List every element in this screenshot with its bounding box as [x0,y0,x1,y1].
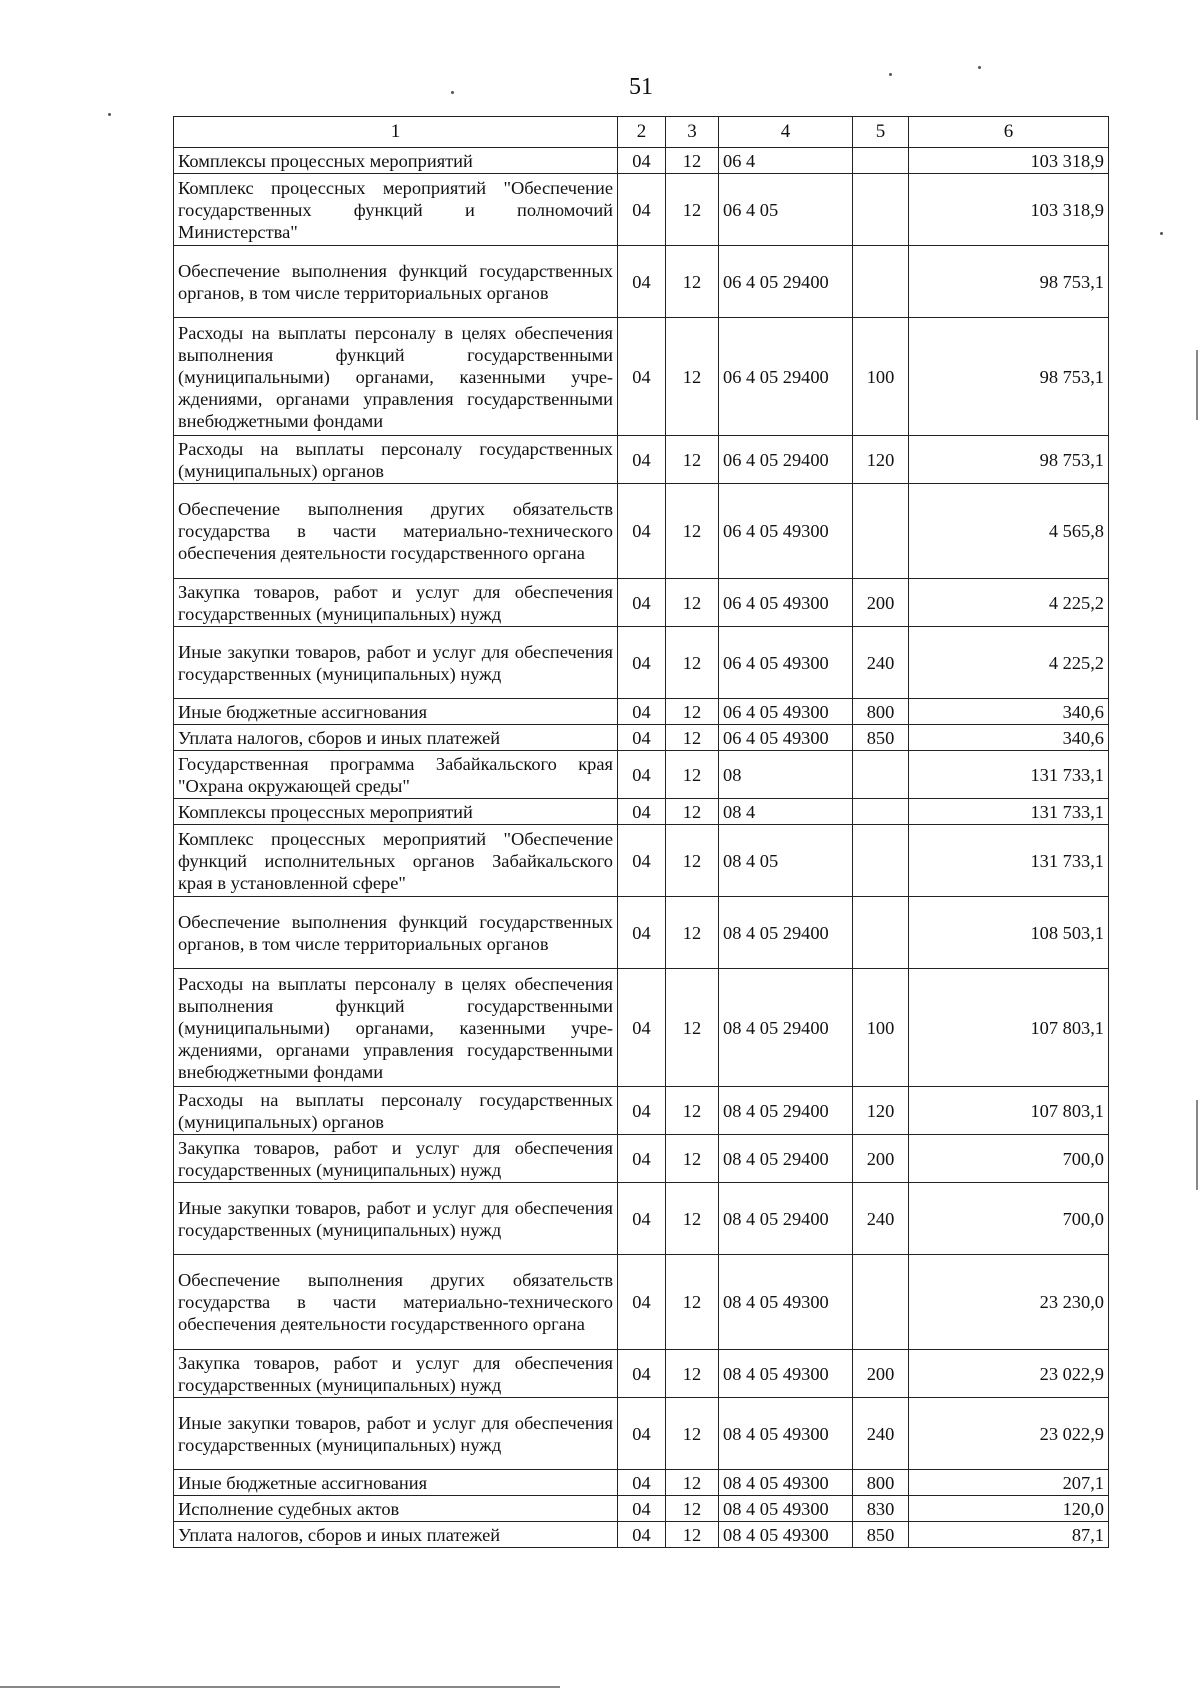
row-amount: 4 225,2 [909,579,1109,627]
row-expense-type [853,825,909,897]
row-target-item: 06 4 05 49300 [719,627,853,699]
scan-speck [108,113,111,116]
row-target-item: 08 4 05 49300 [719,1470,853,1496]
row-subsection: 12 [666,1496,719,1522]
row-section: 04 [618,799,666,825]
row-target-item: 08 4 05 29400 [719,1087,853,1135]
row-subsection: 12 [666,627,719,699]
row-expense-type: 240 [853,1183,909,1255]
row-subsection: 12 [666,1398,719,1470]
scan-speck [451,91,454,94]
table-row [174,969,1109,1087]
row-expense-type: 240 [853,1398,909,1470]
row-expense-type: 240 [853,627,909,699]
row-section: 04 [618,1183,666,1255]
row-target-item: 06 4 [719,148,853,174]
row-subsection: 12 [666,1350,719,1398]
row-subsection: 12 [666,897,719,969]
row-section: 04 [618,751,666,799]
row-target-item: 06 4 05 [719,174,853,246]
table-row [174,1522,1109,1548]
row-expense-type: 120 [853,436,909,484]
row-name: Комплексы процессных мероприятий [174,148,618,174]
row-amount: 98 753,1 [909,318,1109,436]
row-name: Расходы на выплаты персоналу государственных (муниципальных) органов [174,436,618,484]
header-col-1: 1 [174,117,618,148]
row-target-item: 08 4 05 49300 [719,1398,853,1470]
row-section: 04 [618,1398,666,1470]
row-subsection: 12 [666,1135,719,1183]
row-amount: 131 733,1 [909,751,1109,799]
table-row [174,1135,1109,1183]
row-expense-type: 800 [853,1470,909,1496]
row-subsection: 12 [666,579,719,627]
row-subsection: 12 [666,1255,719,1350]
row-name: Иные закупки товаров, работ и услуг для обеспечения государственных (муниципальных) нужд [174,1183,618,1255]
row-name: Иные бюджетные ассигнования [174,1470,618,1496]
row-name: Исполнение судебных актов [174,1496,618,1522]
row-amount: 108 503,1 [909,897,1109,969]
table-row [174,699,1109,725]
row-subsection: 12 [666,725,719,751]
row-amount: 23 230,0 [909,1255,1109,1350]
page-number: 51 [629,74,653,100]
table-row [174,148,1109,174]
row-amount: 340,6 [909,725,1109,751]
row-section: 04 [618,1350,666,1398]
row-subsection: 12 [666,1470,719,1496]
row-amount: 107 803,1 [909,1087,1109,1135]
row-expense-type [853,484,909,579]
row-amount: 103 318,9 [909,174,1109,246]
header-col-3: 3 [666,117,719,148]
row-name: Иные закупки товаров, работ и услуг для обеспечения государственных (муниципальных) нужд [174,627,618,699]
row-amount: 340,6 [909,699,1109,725]
table-row [174,1087,1109,1135]
row-amount: 98 753,1 [909,246,1109,318]
row-target-item: 08 4 05 49300 [719,1255,853,1350]
row-target-item: 08 4 05 49300 [719,1350,853,1398]
row-amount: 131 733,1 [909,825,1109,897]
table-row [174,627,1109,699]
row-section: 04 [618,246,666,318]
scan-speck [978,66,981,69]
scan-edge-line [1196,350,1198,420]
row-subsection: 12 [666,799,719,825]
scan-edge-line [0,1686,560,1688]
row-name: Обеспечение выполнения функций государственных органов, в том числе территориальных органов [174,246,618,318]
row-expense-type [853,246,909,318]
row-subsection: 12 [666,1183,719,1255]
row-section: 04 [618,1135,666,1183]
row-name: Расходы на выплаты персоналу в целях обеспечения выполнения функций государственными (муниципальными) органами, казенными учреждениями, органами управления государственными внебюджетными фондами [174,969,618,1087]
row-target-item: 06 4 05 29400 [719,246,853,318]
row-name: Расходы на выплаты персоналу в целях обеспечения выполнения функций государственными (муниципальными) органами, казенными учреждениями, органами управления государственными внебюджетными фондами [174,318,618,436]
row-subsection: 12 [666,1522,719,1548]
row-amount: 23 022,9 [909,1350,1109,1398]
row-name: Иные закупки товаров, работ и услуг для обеспечения государственных (муниципальных) нужд [174,1398,618,1470]
row-amount: 23 022,9 [909,1398,1109,1470]
row-section: 04 [618,484,666,579]
row-name: Уплата налогов, сборов и иных платежей [174,1522,618,1548]
row-target-item: 08 [719,751,853,799]
table-row [174,751,1109,799]
row-name: Обеспечение выполнения других обязательств государства в части материально-технического обеспечения деятельности государственного органа [174,484,618,579]
row-subsection: 12 [666,174,719,246]
scan-speck [1160,232,1163,235]
header-col-2: 2 [618,117,666,148]
header-col-4: 4 [719,117,853,148]
table-body [174,148,1109,1548]
row-name: Закупка товаров, работ и услуг для обеспечения государственных (муниципальных) нужд [174,579,618,627]
row-expense-type: 200 [853,579,909,627]
row-name: Закупка товаров, работ и услуг для обеспечения государственных (муниципальных) нужд [174,1135,618,1183]
row-target-item: 08 4 05 29400 [719,1135,853,1183]
row-subsection: 12 [666,484,719,579]
row-expense-type: 800 [853,699,909,725]
row-name: Обеспечение выполнения функций государственных органов, в том числе территориальных органов [174,897,618,969]
table-row [174,1350,1109,1398]
row-name: Государственная программа Забайкальского края "Охрана окружающей среды" [174,751,618,799]
table-row [174,484,1109,579]
table-row [174,1255,1109,1350]
row-section: 04 [618,627,666,699]
row-target-item: 08 4 [719,799,853,825]
table-row [174,436,1109,484]
row-expense-type: 100 [853,969,909,1087]
row-section: 04 [618,148,666,174]
row-section: 04 [618,1087,666,1135]
row-target-item: 06 4 05 29400 [719,318,853,436]
row-amount: 103 318,9 [909,148,1109,174]
table-row [174,825,1109,897]
row-target-item: 06 4 05 49300 [719,579,853,627]
row-subsection: 12 [666,825,719,897]
scan-edge-line [1196,1100,1198,1190]
row-amount: 131 733,1 [909,799,1109,825]
row-target-item: 08 4 05 49300 [719,1522,853,1548]
row-amount: 107 803,1 [909,969,1109,1087]
row-amount: 4 565,8 [909,484,1109,579]
budget-table [173,116,1109,1548]
row-section: 04 [618,699,666,725]
row-name: Закупка товаров, работ и услуг для обеспечения государственных (муниципальных) нужд [174,1350,618,1398]
table-row [174,246,1109,318]
row-name: Обеспечение выполнения других обязательств государства в части материально-технического обеспечения деятельности государственного органа [174,1255,618,1350]
row-subsection: 12 [666,699,719,725]
row-subsection: 12 [666,1087,719,1135]
table-row [174,579,1109,627]
row-amount: 98 753,1 [909,436,1109,484]
table-row [174,799,1109,825]
row-section: 04 [618,1470,666,1496]
row-expense-type [853,148,909,174]
table-row [174,318,1109,436]
table-row [174,1496,1109,1522]
row-expense-type: 850 [853,1522,909,1548]
table-row [174,725,1109,751]
row-section: 04 [618,1522,666,1548]
row-expense-type [853,751,909,799]
row-section: 04 [618,725,666,751]
row-subsection: 12 [666,751,719,799]
row-name: Комплекс процессных мероприятий "Обеспечение государственных функций и полномочий Министерства" [174,174,618,246]
row-name: Иные бюджетные ассигнования [174,699,618,725]
row-name: Комплексы процессных мероприятий [174,799,618,825]
row-section: 04 [618,318,666,436]
row-subsection: 12 [666,969,719,1087]
row-subsection: 12 [666,148,719,174]
row-target-item: 08 4 05 29400 [719,969,853,1087]
row-section: 04 [618,174,666,246]
row-section: 04 [618,579,666,627]
row-section: 04 [618,1496,666,1522]
row-expense-type: 100 [853,318,909,436]
row-amount: 700,0 [909,1183,1109,1255]
row-expense-type: 120 [853,1087,909,1135]
row-expense-type: 200 [853,1135,909,1183]
row-expense-type: 850 [853,725,909,751]
row-section: 04 [618,1255,666,1350]
row-expense-type [853,1255,909,1350]
row-name: Комплекс процессных мероприятий "Обеспечение функций исполнительных органов Забайкальского края в установленной сфере" [174,825,618,897]
row-target-item: 08 4 05 29400 [719,897,853,969]
row-target-item: 08 4 05 [719,825,853,897]
row-section: 04 [618,897,666,969]
row-section: 04 [618,969,666,1087]
row-section: 04 [618,825,666,897]
row-expense-type [853,799,909,825]
row-name: Расходы на выплаты персоналу государственных (муниципальных) органов [174,1087,618,1135]
row-expense-type: 200 [853,1350,909,1398]
scan-speck [889,73,892,76]
row-subsection: 12 [666,318,719,436]
row-expense-type: 830 [853,1496,909,1522]
header-row [174,117,1109,148]
header-col-5: 5 [853,117,909,148]
row-target-item: 06 4 05 49300 [719,484,853,579]
row-amount: 207,1 [909,1470,1109,1496]
row-subsection: 12 [666,246,719,318]
row-name: Уплата налогов, сборов и иных платежей [174,725,618,751]
table-row [174,1398,1109,1470]
table-row [174,1470,1109,1496]
table-row [174,897,1109,969]
row-section: 04 [618,436,666,484]
row-expense-type [853,897,909,969]
row-amount: 700,0 [909,1135,1109,1183]
row-amount: 87,1 [909,1522,1109,1548]
row-expense-type [853,174,909,246]
row-target-item: 06 4 05 49300 [719,699,853,725]
table-row [174,174,1109,246]
row-amount: 4 225,2 [909,627,1109,699]
row-target-item: 06 4 05 29400 [719,436,853,484]
row-amount: 120,0 [909,1496,1109,1522]
row-subsection: 12 [666,436,719,484]
table-row [174,1183,1109,1255]
row-target-item: 08 4 05 29400 [719,1183,853,1255]
row-target-item: 08 4 05 49300 [719,1496,853,1522]
row-target-item: 06 4 05 49300 [719,725,853,751]
header-col-6: 6 [909,117,1109,148]
